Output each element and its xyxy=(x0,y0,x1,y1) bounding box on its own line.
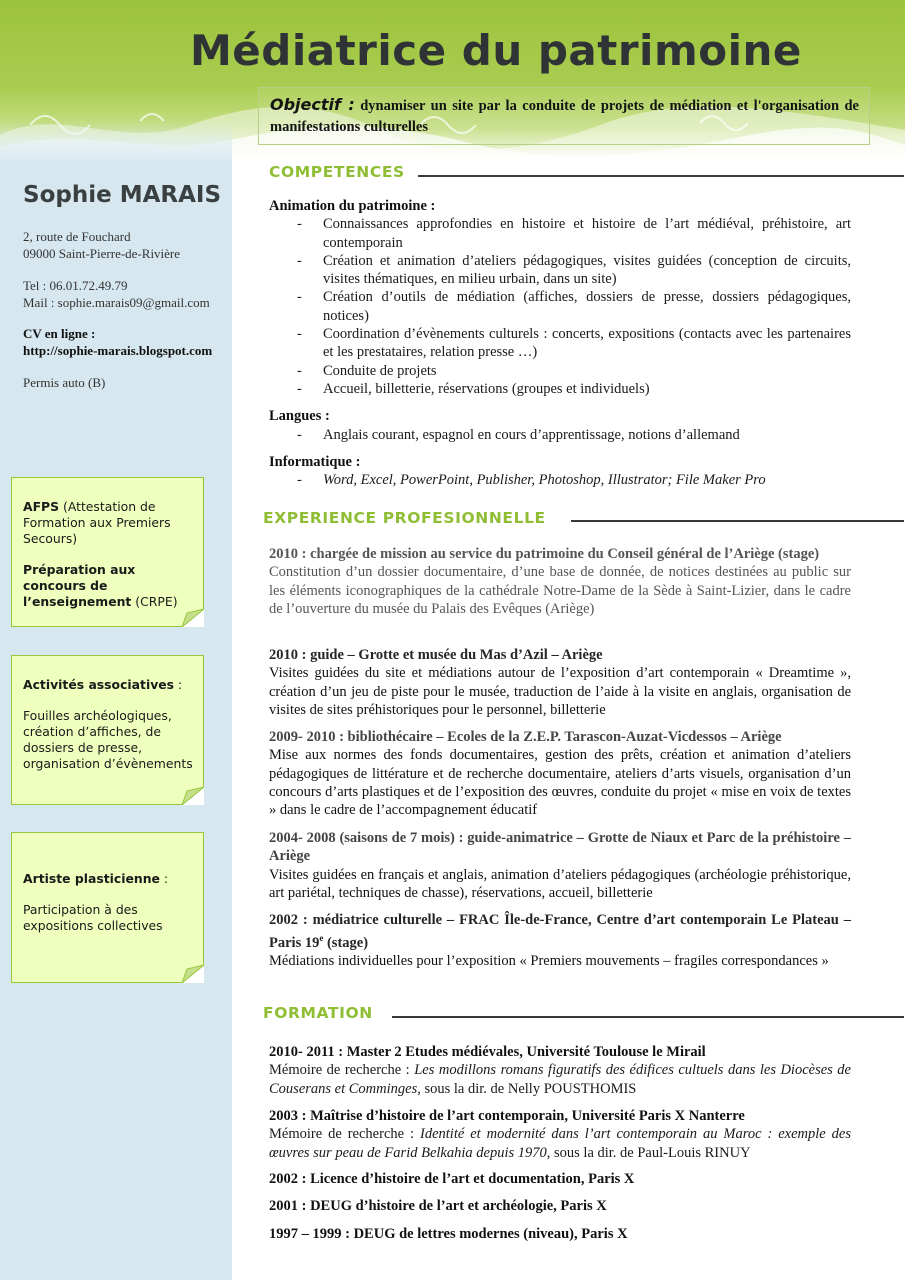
formation-title: 1997 – 1999 : DEUG de lettres modernes (niveau), Paris X xyxy=(269,1226,628,1242)
formation-title: 2003 : Maîtrise d’histoire de l’art contemporain, Université Paris X Nanterre xyxy=(269,1108,745,1124)
formation-desc xyxy=(269,1061,851,1098)
list-item-text: Anglais courant, espagnol en cours d’apprentissage, notions d’allemand xyxy=(323,426,740,443)
dash: - xyxy=(297,252,302,269)
list-item xyxy=(269,215,851,252)
experience-title-suffix: (stage) xyxy=(323,935,369,952)
list-item xyxy=(269,325,851,362)
note-associations xyxy=(11,655,204,805)
list-item xyxy=(269,288,851,325)
experience-desc: Constitution d’un dossier documentaire, d’une base de donnée, de notices destinées au public sur les éléments iconographiques de la cathédrale Notre-Dame de la Sède à Saint-Lizier, dans le cadre de l’ouverture du musée du Palais des Evêques (Ariège) xyxy=(269,564,851,617)
section-divider xyxy=(418,175,904,177)
list-item-text: Conduite de projets xyxy=(323,362,437,379)
experience-desc: Visites guidées du site et médiations autour de l’exposition d’art contemporain « Dreamtime », création d’un jeu de piste pour le musée, traduction de l’aide à la visite en anglais, organisation de visites de sites préhistoriques pour le personnel, billetterie xyxy=(269,665,851,718)
experience-title: 2009- 2010 : bibliothécaire – Ecoles de la Z.E.P. Tarascon-Auzat-Vicdessos – Ariège xyxy=(269,729,782,745)
phone: Tel : 06.01.72.49.79 xyxy=(23,278,128,293)
email[interactable]: Mail : sophie.marais09@gmail.com xyxy=(23,295,210,310)
informatique-list xyxy=(269,471,851,489)
note1-text2: (CRPE) xyxy=(131,594,178,609)
address-line2: 09000 Saint-Pierre-de-Rivière xyxy=(23,246,181,261)
candidate-name: Sophie MARAIS xyxy=(23,182,222,208)
list-item-text: Accueil, billetterie, réservations (groupes et individuels) xyxy=(323,380,650,397)
note1-text1: (Attestation de Formation aux Premiers Secours) xyxy=(23,499,171,546)
formation-desc-prefix: Mémoire de recherche : xyxy=(269,1062,415,1079)
objective-text: dynamiser un site par la conduite de projets de médiation et l'organisation de manifestations culturelles xyxy=(270,98,859,135)
section-heading-experience: EXPERIENCE PROFESIONNELLE xyxy=(263,509,546,527)
list-item xyxy=(269,426,851,444)
formation-thesis-title: Identité et modernité dans l’art contemporain au Maroc : exemple des œuvres sur peau de Farid Belkahia depuis 1970 xyxy=(269,1126,852,1161)
langues-list xyxy=(269,426,851,444)
list-item xyxy=(269,252,851,289)
formation-item xyxy=(269,1197,851,1215)
competences-block xyxy=(269,197,851,489)
list-item xyxy=(269,471,851,489)
experience-desc: Médiations individuelles pour l’exposition « Premiers mouvements – fragiles correspondances » xyxy=(269,953,829,970)
informatique-title: Informatique : xyxy=(269,453,361,470)
objective-label: Objectif : xyxy=(270,95,355,114)
animation-title: Animation du patrimoine : xyxy=(269,198,436,214)
list-item-text: Création et animation d’ateliers pédagogiques, visites guidées (conception de circuits, visites thématiques, en milieu urbain, dans un site) xyxy=(323,252,851,288)
dash: - xyxy=(297,216,302,233)
page-title: Médiatrice du patrimoine xyxy=(190,26,802,75)
list-item-text: Création d’outils de médiation (affiches, dossiers de presse, dossiers pédagogiques, notices) xyxy=(323,289,851,324)
formation-title: 2002 : Licence d’histoire de l’art et documentation, Paris X xyxy=(269,1171,635,1187)
experience-item xyxy=(269,545,851,618)
experience-desc: Mise aux normes des fonds documentaires, gestion des prêts, création et animation d’ateliers pédagogiques de littérature et de recherche documentaire, ateliers d’arts visuels, organisation d’un concours d’arts plastiques et de l’exposition des œuvres, conduite du projet « mise en voix de textes » dans le cadre de l’accompagnement éducatif xyxy=(269,747,851,819)
note3-title: Artiste plasticienne xyxy=(23,871,160,886)
note-artist xyxy=(11,832,204,983)
list-item xyxy=(269,380,851,398)
section-divider xyxy=(571,520,904,522)
formation-thesis-title: Les modillons romans figuratifs des édifices cultuels dans les Diocèses de Couserans et Comminges xyxy=(269,1062,851,1097)
experience-title: 2004- 2008 (saisons de 7 mois) : guide-animatrice – Grotte de Niaux et Parc de la préhistoire – Ariège xyxy=(269,830,851,865)
experience-title-sup: e xyxy=(319,933,324,944)
cv-link[interactable]: http://sophie-marais.blogspot.com xyxy=(23,343,213,358)
section-divider xyxy=(392,1016,904,1018)
formation-desc-suffix: , sous la dir. de Paul-Louis RINUY xyxy=(546,1144,751,1161)
experience-item xyxy=(269,911,851,971)
list-item-text: Connaissances approfondies en histoire et histoire de l’art médiéval, préhistoire, art contemporain xyxy=(323,216,851,251)
note-fold-icon xyxy=(182,787,204,805)
note2-title: Activités associatives xyxy=(23,677,175,692)
section-heading-formation: FORMATION xyxy=(263,1004,373,1022)
dash: - xyxy=(297,426,302,443)
objective-box xyxy=(258,87,870,145)
formation-item xyxy=(269,1170,851,1188)
dash: - xyxy=(297,289,302,306)
list-item-text: Coordination d’évènements culturels : concerts, expositions (contacts avec les partenaires et les prestataires, relation presse …) xyxy=(323,326,851,361)
list-item xyxy=(269,362,851,380)
formation-item xyxy=(269,1225,851,1243)
formation-title: 2010- 2011 : Master 2 Etudes médiévales, Université Toulouse le Mirail xyxy=(269,1044,706,1060)
note3-suffix: : xyxy=(159,871,169,886)
note-certifications xyxy=(11,477,204,627)
experience-title: 2010 : chargée de mission au service du patrimoine du Conseil général de l’Ariège (stage) xyxy=(269,546,820,562)
experience-item xyxy=(269,829,851,902)
experience-title-text: 2002 : médiatrice culturelle – FRAC Île-de-France, Centre d’art contemporain Le Plateau – Paris 19 xyxy=(269,912,851,952)
experience-item xyxy=(269,728,851,819)
note1-title1: AFPS xyxy=(23,499,60,514)
experience-item xyxy=(269,646,851,719)
driving-license: Permis auto (B) xyxy=(23,375,106,390)
address-line1: 2, route de Fouchard xyxy=(23,229,131,244)
note-fold-icon xyxy=(182,609,204,627)
list-item-text: Word, Excel, PowerPoint, Publisher, Photoshop, Illustrator; File Maker Pro xyxy=(323,472,766,489)
experience-title xyxy=(269,911,851,952)
note2-suffix: : xyxy=(174,677,183,692)
formation-desc xyxy=(269,1125,851,1162)
animation-list xyxy=(269,215,851,398)
dash: - xyxy=(297,362,302,379)
langues-title: Langues : xyxy=(269,408,330,425)
experience-title: 2010 : guide – Grotte et musée du Mas d’Azil – Ariège xyxy=(269,647,603,663)
note3-text: Participation à des expositions collectives xyxy=(23,902,163,933)
dash: - xyxy=(297,326,302,343)
formation-desc-suffix: , sous la dir. de Nelly POUSTHOMIS xyxy=(417,1080,637,1097)
formation-title: 2001 : DEUG d’histoire de l’art et archéologie, Paris X xyxy=(269,1198,607,1214)
note2-text: Fouilles archéologiques, création d’affiches, de dossiers de presse, organisation d’évènements xyxy=(23,708,193,771)
formation-item xyxy=(269,1107,851,1162)
cv-label: CV en ligne : xyxy=(23,326,96,341)
dash: - xyxy=(297,380,302,397)
section-heading-competences: COMPETENCES xyxy=(269,163,405,181)
note1-title2: Préparation aux concours de l’enseignement xyxy=(23,562,136,609)
note-fold-icon xyxy=(182,965,204,983)
dash: - xyxy=(297,472,302,489)
formation-item xyxy=(269,1043,851,1098)
experience-desc: Visites guidées en français et anglais, animation d’ateliers pédagogiques (archéologie préhistorique, art pariétal, techniques de chasse), réservations, accueil, billetterie xyxy=(269,866,851,901)
sidebar-fade xyxy=(0,120,232,165)
formation-desc-prefix: Mémoire de recherche : xyxy=(269,1126,420,1143)
